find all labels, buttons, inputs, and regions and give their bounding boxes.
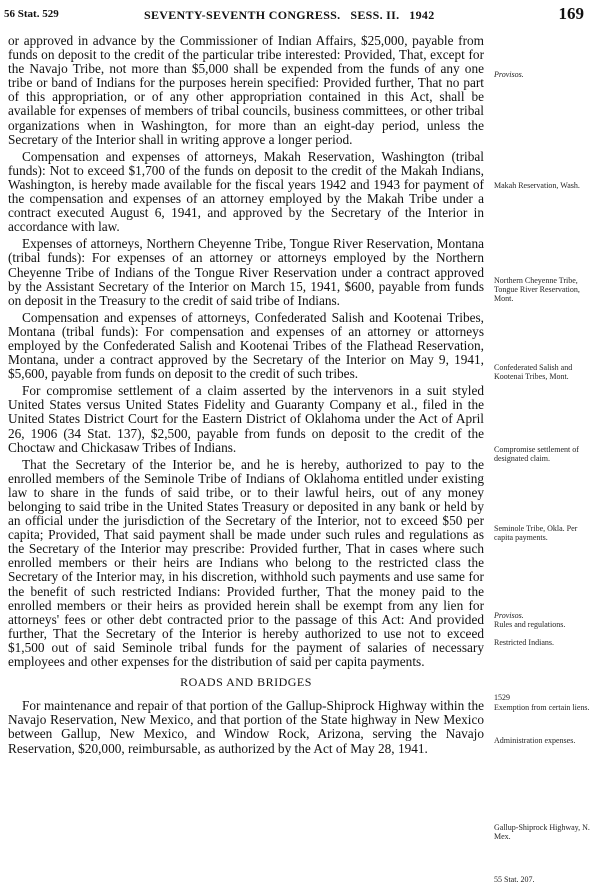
statute-reference: 56 Stat. 529 xyxy=(4,8,59,20)
running-title: SEVENTY-SEVENTH CONGRESS. SESS. II. 1942 xyxy=(144,8,435,22)
margin-note-compromise: Compromise settlement of designated claim. xyxy=(494,445,579,463)
margin-note-seminole: Seminole Tribe, Okla. Per capita payments. xyxy=(494,524,578,542)
paragraph-makah: Compensation and expenses of attorneys, Makah Reservation, Washington (tribal funds): Not to exceed $1,700 of the funds on deposit to the credit of the Makah Indians, Washington, is hereby made available for the fiscal years 1942 and 1943 for payment of the compensation and expenses of an attorney employed by the Makah Tribe under a contract executed August 6, 1941, and approved by the Secretary of the Interior in accordance with law. xyxy=(8,148,484,235)
section-heading: ROADS AND BRIDGES xyxy=(180,675,312,690)
main-text xyxy=(8,34,484,759)
paragraph-salish-kootenai: Compensation and expenses of attorneys, Confederated Salish and Kootenai Tribes, Montana (tribal funds): For compensation and expenses of an attorney or attorneys employed by the Confederated Salish and Kootenai Tribes of the Flathead Reservation, Montana, under a contract approved by the Secretary of the Interior on May 9, 1941, $5,600, payable from funds on deposit to the credit of such tribes. xyxy=(8,309,484,382)
margin-note-cheyenne: Northern Cheyenne Tribe, Tongue River Reservation, Mont. xyxy=(494,276,580,303)
margin-note-ref-529: 1529 xyxy=(494,693,510,702)
paragraph-seminole: That the Secretary of the Interior be, and he is hereby, authorized to pay to the enrolled members of the Seminole Tribe of Indians of Oklahoma entitled under existing law to share in the funds of said tribe, or to their lawful heirs, out of any money belonging to said tribe in the United States Treasury or deposited in any bank or held by an official under the jurisdiction of the Secretary of the Interior, not to exceed $50 per capita; Provided, That said payment shall be made under such rules and regulations as the Secretary of the Interior may prescribe: Provided further, That in cases where such enrolled members or their heirs are Indians who belong to the restricted class the Secretary of the Interior may, in his discretion, withhold such payments and use same for the benefit of such restricted Indians: Provided further, That the money paid to the enrolled members or their heirs as provided herein shall be exempt from any lien for attorneys' fees or other debt contracted prior to the passage of this Act: And provided further, That the Secretary of the Interior is hereby authorized to use not to exceed $1,500 out of said Seminole tribal funds for the payment of salaries of necessary employees and other expenses for the distribution of said per capita payments. xyxy=(8,456,484,670)
paragraph-cheyenne: Expenses of attorneys, Northern Cheyenne Tribe, Tongue River Reservation, Montana (tribal funds): For expenses of an attorney or attorneys employed by the Northern Cheyenne Tribe of Indians of the Tongue River Reservation under a contract approved by the Assistant Secretary of the Interior on March 15, 1941, $600, payable from funds on deposit in the Treasury to the credit of said tribe of Indians. xyxy=(8,236,484,308)
margin-note-provisos: Provisos. xyxy=(494,70,524,79)
paragraph-compromise: For compromise settlement of a claim asserted by the intervenors in a suit styled United States versus United States Fidelity and Guaranty Company et al., filed in the United States District Court for the Eastern District of Oklahoma under the Act of April 26, 1906 (34 Stat. 137), $2,500, payable from funds on deposit to the credit of the Choctaw and Chickasaw Tribes of Indians. xyxy=(8,383,484,455)
margin-note-provisos-2: Provisos. xyxy=(494,611,524,620)
margin-note-salish: Confederated Salish and Kootenai Tribes, Mont. xyxy=(494,363,573,381)
margin-note-restricted: Restricted Indians. xyxy=(494,638,554,647)
margin-note-exemption: Exemption from certain liens. xyxy=(494,703,590,712)
page-header xyxy=(4,6,592,26)
margin-note-stat-207: 55 Stat. 207. xyxy=(494,875,535,884)
paragraph-gallup-shiprock: For maintenance and repair of that portion of the Gallup-Shiprock Highway within the Navajo Reservation, New Mexico, and that portion of the State highway in New Mexico between Gallup, New Mexico, and Window Rock, Arizona, serving the Navajo Reservation, $20,000, reimbursable, as authorized by the Act of May 28, 1941. xyxy=(8,698,484,756)
paragraph-provisos: or approved in advance by the Commissioner of Indian Affairs, $25,000, payable from funds on deposit to the credit of the particular tribe interested: Provided, That, except for the Navajo Tribe, not more than $5,000 shall be expended from the funds of any one tribe or band of Indians for the purposes herein specified: Provided further, That no part of this appropriation, or of any other appropriation contained in this Act, shall be available for expenses of members of tribal councils, business committees, or other tribal organizations when in Washington, for more than an eight-day period, unless the Secretary of the Interior shall in writing approve a longer period. xyxy=(8,33,484,147)
page-number: 169 xyxy=(558,4,584,23)
margin-note-makah: Makah Reservation, Wash. xyxy=(494,181,580,190)
margin-note-admin: Administration expenses. xyxy=(494,736,576,745)
margin-note-gallup: Gallup-Shiprock Highway, N. Mex. xyxy=(494,823,590,841)
margin-note-rules: Rules and regulations. xyxy=(494,620,566,629)
